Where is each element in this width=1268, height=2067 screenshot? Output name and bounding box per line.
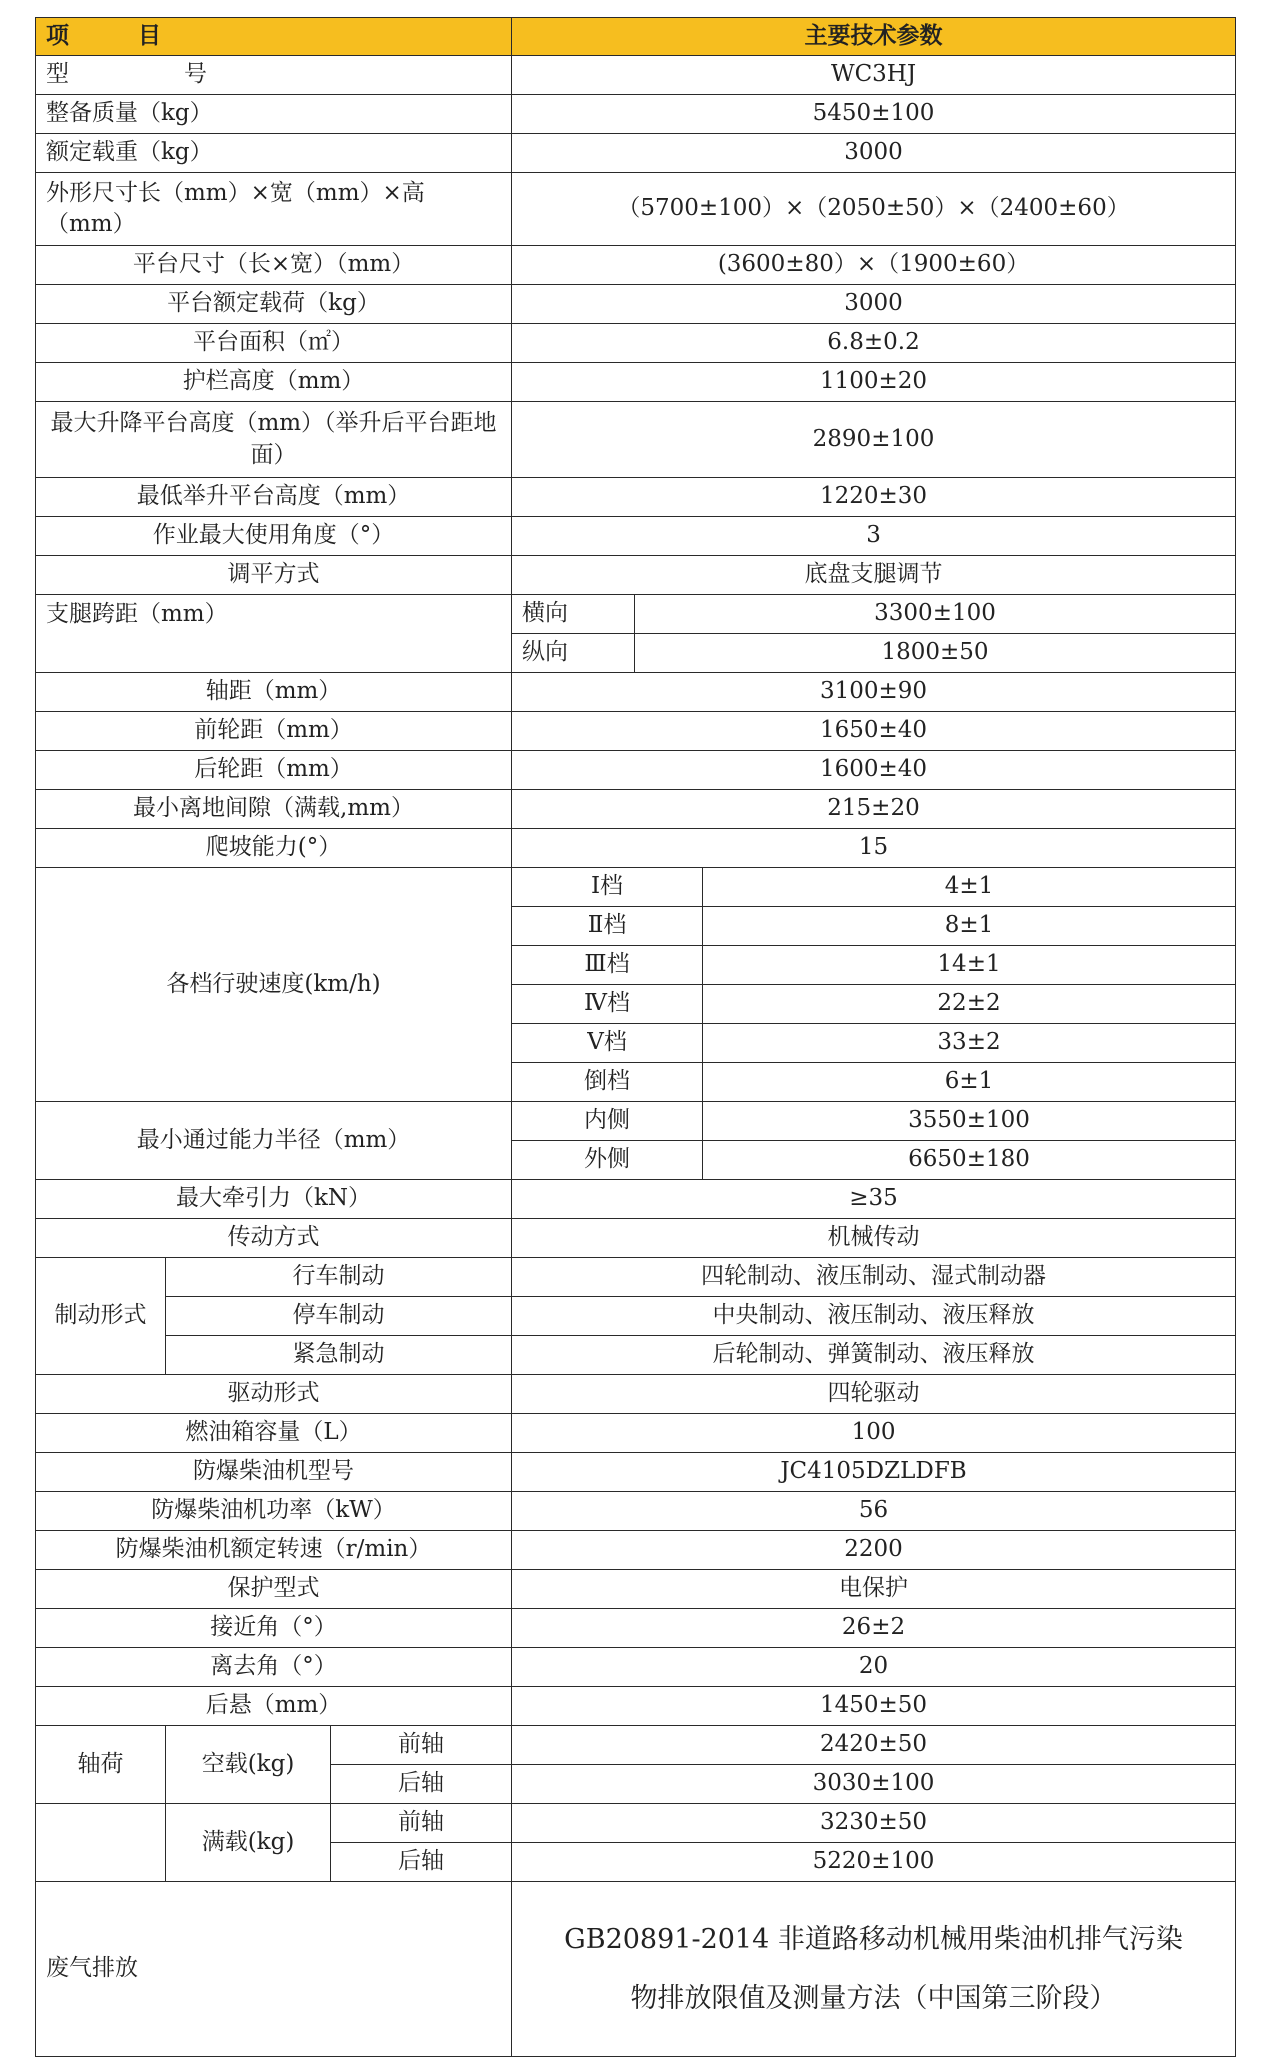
label-protection: 保护型式 (36, 1570, 512, 1609)
turning-in-label: 内侧 (512, 1102, 703, 1141)
value-model: WC3HJ (512, 56, 1236, 95)
label-fuel: 燃油箱容量（L） (36, 1414, 512, 1453)
axle-empty-front: 2420±50 (512, 1726, 1236, 1765)
axle-front-label: 前轴 (331, 1804, 512, 1843)
outrigger-h-value: 3300±100 (635, 595, 1236, 634)
label-wheelbase: 轴距（mm） (36, 673, 512, 712)
label-max-angle: 作业最大使用角度（°） (36, 517, 512, 556)
label-rear-track: 后轮距（mm） (36, 751, 512, 790)
value-traction: ≥35 (512, 1180, 1236, 1219)
label-dims: 外形尺寸长（mm）×宽（mm）×高（mm） (36, 173, 512, 246)
gear-value: 6±1 (703, 1063, 1236, 1102)
gear-value: 14±1 (703, 946, 1236, 985)
value-leveling: 底盘支腿调节 (512, 556, 1236, 595)
label-engine-model: 防爆柴油机型号 (36, 1453, 512, 1492)
label-emission: 废气排放 (36, 1882, 512, 2057)
value-drive: 四轮驱动 (512, 1375, 1236, 1414)
value-approach: 26±2 (512, 1609, 1236, 1648)
gear-label: Ⅴ档 (512, 1024, 703, 1063)
label-clearance: 最小离地间隙（满载,mm） (36, 790, 512, 829)
brake-emergency-label: 紧急制动 (166, 1336, 512, 1375)
turning-out-value: 6650±180 (703, 1141, 1236, 1180)
label-approach: 接近角（°） (36, 1609, 512, 1648)
axle-empty-rear: 3030±100 (512, 1765, 1236, 1804)
gear-label: Ⅲ档 (512, 946, 703, 985)
header-param: 主要技术参数 (512, 18, 1236, 56)
label-engine-power: 防爆柴油机功率（kW） (36, 1492, 512, 1531)
label-speeds: 各档行驶速度(km/h) (36, 868, 512, 1102)
label-min-lift: 最低举升平台高度（mm） (36, 478, 512, 517)
label-axle: 轴荷 (36, 1726, 166, 1804)
label-turning: 最小通过能力半径（mm） (36, 1102, 512, 1180)
gear-value: 8±1 (703, 907, 1236, 946)
axle-rear-label: 后轴 (331, 1765, 512, 1804)
brake-service-value: 四轮制动、液压制动、湿式制动器 (512, 1258, 1236, 1297)
value-transmission: 机械传动 (512, 1219, 1236, 1258)
label-outrigger: 支腿跨距（mm） (36, 595, 512, 673)
label-model: 型 号 (36, 56, 512, 95)
value-rated-load: 3000 (512, 134, 1236, 173)
outrigger-h-label: 横向 (512, 595, 635, 634)
outrigger-v-label: 纵向 (512, 634, 635, 673)
gear-value: 33±2 (703, 1024, 1236, 1063)
value-platform-load: 3000 (512, 285, 1236, 324)
label-platform-area: 平台面积（㎡） (36, 324, 512, 363)
axle-rear-label: 后轴 (331, 1843, 512, 1882)
label-mass: 整备质量（kg） (36, 95, 512, 134)
value-platform-area: 6.8±0.2 (512, 324, 1236, 363)
gear-label: Ⅰ档 (512, 868, 703, 907)
value-climb: 15 (512, 829, 1236, 868)
axle-full-rear: 5220±100 (512, 1843, 1236, 1882)
label-departure: 离去角（°） (36, 1648, 512, 1687)
label-rated-load: 额定载重（kg） (36, 134, 512, 173)
label-traction: 最大牵引力（kN） (36, 1180, 512, 1219)
gear-value: 4±1 (703, 868, 1236, 907)
gear-value: 22±2 (703, 985, 1236, 1024)
brake-parking-label: 停车制动 (166, 1297, 512, 1336)
value-emission (512, 1882, 1236, 2057)
axle-empty-label: 空载(kg) (166, 1726, 331, 1804)
label-guardrail: 护栏高度（mm） (36, 363, 512, 402)
gear-label: Ⅳ档 (512, 985, 703, 1024)
turning-in-value: 3550±100 (703, 1102, 1236, 1141)
label-brake: 制动形式 (36, 1258, 166, 1375)
axle-blank (36, 1804, 166, 1882)
label-max-lift: 最大升降平台高度（mm）（举升后平台距地面） (36, 402, 512, 478)
label-transmission: 传动方式 (36, 1219, 512, 1258)
value-engine-model: JC4105DZLDFB (512, 1453, 1236, 1492)
value-departure: 20 (512, 1648, 1236, 1687)
label-platform-size: 平台尺寸（长×宽）（mm） (36, 246, 512, 285)
brake-service-label: 行车制动 (166, 1258, 512, 1297)
gear-label: 倒档 (512, 1063, 703, 1102)
gear-label: Ⅱ档 (512, 907, 703, 946)
outrigger-v-value: 1800±50 (635, 634, 1236, 673)
label-engine-speed: 防爆柴油机额定转速（r/min） (36, 1531, 512, 1570)
value-min-lift: 1220±30 (512, 478, 1236, 517)
value-platform-size: (3600±80）×（1900±60） (512, 246, 1236, 285)
label-drive: 驱动形式 (36, 1375, 512, 1414)
label-leveling: 调平方式 (36, 556, 512, 595)
value-rear-track: 1600±40 (512, 751, 1236, 790)
axle-full-front: 3230±50 (512, 1804, 1236, 1843)
value-engine-power: 56 (512, 1492, 1236, 1531)
emission-line-1: GB20891-2014 非道路移动机械用柴油机排气污染 (564, 1923, 1183, 1955)
value-mass: 5450±100 (512, 95, 1236, 134)
value-guardrail: 1100±20 (512, 363, 1236, 402)
value-dims: （5700±100）×（2050±50）×（2400±60） (512, 173, 1236, 246)
value-overhang: 1450±50 (512, 1687, 1236, 1726)
value-max-angle: 3 (512, 517, 1236, 556)
spec-table (35, 17, 1236, 2057)
value-front-track: 1650±40 (512, 712, 1236, 751)
emission-line-2: 物排放限值及测量方法（中国第三阶段） (630, 1983, 1117, 2014)
value-max-lift: 2890±100 (512, 402, 1236, 478)
axle-full-label: 满载(kg) (166, 1804, 331, 1882)
value-fuel: 100 (512, 1414, 1236, 1453)
axle-front-label: 前轴 (331, 1726, 512, 1765)
value-engine-speed: 2200 (512, 1531, 1236, 1570)
label-climb: 爬坡能力(°） (36, 829, 512, 868)
turning-out-label: 外侧 (512, 1141, 703, 1180)
label-platform-load: 平台额定载荷（kg） (36, 285, 512, 324)
value-protection: 电保护 (512, 1570, 1236, 1609)
header-item: 项 目 (36, 18, 512, 56)
label-overhang: 后悬（mm） (36, 1687, 512, 1726)
value-wheelbase: 3100±90 (512, 673, 1236, 712)
label-front-track: 前轮距（mm） (36, 712, 512, 751)
brake-parking-value: 中央制动、液压制动、液压释放 (512, 1297, 1236, 1336)
brake-emergency-value: 后轮制动、弹簧制动、液压释放 (512, 1336, 1236, 1375)
value-clearance: 215±20 (512, 790, 1236, 829)
